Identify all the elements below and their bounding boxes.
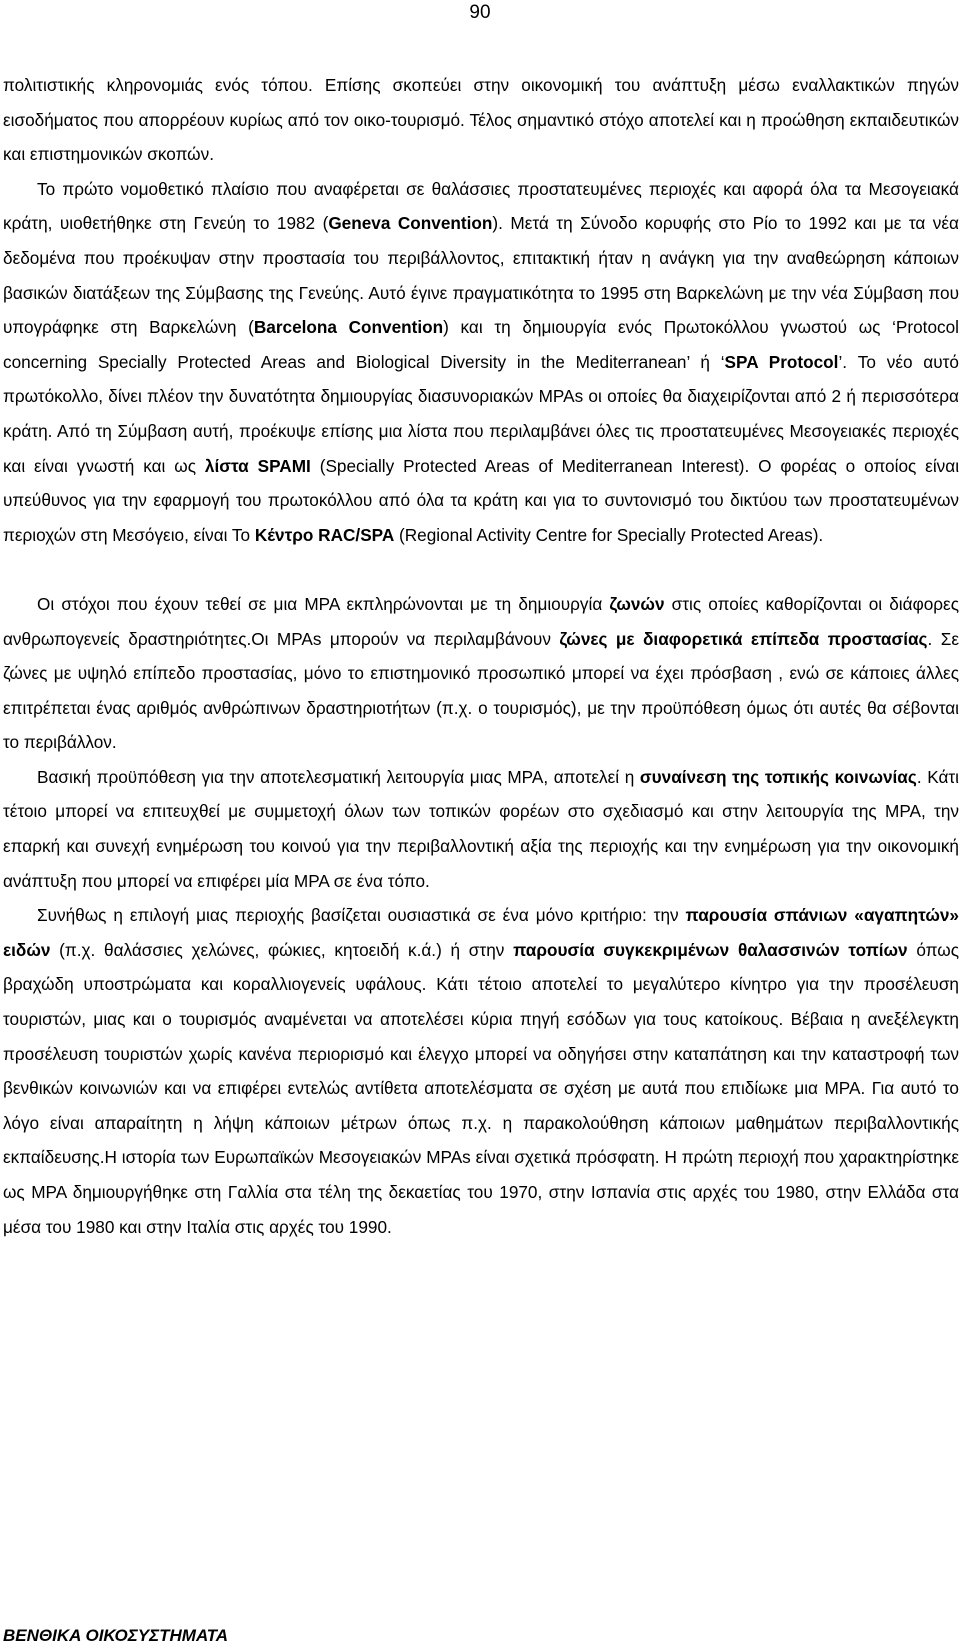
paragraph-legal-framework <box>3 172 959 553</box>
section-heading: ΒΕΝΘΙΚΑ ΟΙΚΟΣΥΣΤΗΜΑΤΑ <box>3 1626 229 1645</box>
bold-term: Geneva Convention <box>328 213 493 234</box>
bold-term: ζώνες με διαφορετικά επίπεδα προστασίας <box>559 628 928 649</box>
text-run: Το πρώτο νομοθετικό πλαίσιο που αναφέρεται σε θαλάσσιες προστατευμένες περιοχές και αφορά όλα τα Μεσογειακά κράτη, υιοθετήθηκε στη Γενεύη το 1982 ( <box>3 178 959 234</box>
text-run: Συνήθως η επιλογή μιας περιοχής βασίζεται ουσιαστικά σε ένα μόνο κριτήριο: την <box>37 905 686 926</box>
bold-term: Κέντρο RAC/SPA <box>254 524 395 545</box>
text-run: . Σε ζώνες με υψηλό επίπεδο προστασίας, μόνο το επιστημονικό προσωπικό μπορεί να έχει πρόσβαση , ενώ σε κάποιες άλλες επιτρέπεται ένας αριθμός ανθρώπινων δραστηριοτήτων (π.χ. ο τουρισμός), με την προϋπόθεση όμως ότι αυτές θα σέβονται το περιβάλλον. <box>3 628 959 753</box>
paragraph-spacer <box>3 552 959 587</box>
bold-term: SPA Protocol <box>724 351 839 372</box>
paragraph-site-selection <box>3 898 959 1244</box>
text-run: (Regional Activity Centre for Specially Protected Areas). <box>394 524 824 545</box>
page-number: 90 <box>469 2 491 23</box>
paragraph-continuation: πολιτιστικής κληρονομιάς ενός τόπου. Επίσης σκοπεύει στην οικονομική του ανάπτυξη μέσω εναλλακτικών πηγών εισοδήματος που απορρέουν κυρίως από τον οικο-τουρισμό. Τέλος σημαντικό στόχο αποτελεί και η προώθηση εκπαιδευτικών και επιστημονικών σκοπών. <box>3 75 959 165</box>
bold-term: ζωνών <box>609 593 665 614</box>
bold-term: παρουσία σπάνιων «αγαπητών» ειδών <box>3 905 959 960</box>
text-run: (π.χ. θαλάσσιες χελώνες, φώκιες, κητοειδή κ.ά.) ή στην <box>50 939 514 960</box>
text-run: (Specially Protected Areas of Mediterranean Interest). Ο φορέας ο οποίος είναι υπεύθυνος για την εφαρμογή του πρωτοκόλλου από όλα τα κράτη και για το συντονισμό του δικτύου των προστατευμένων περιοχών στη Μεσόγειο, είναι Το <box>3 455 960 545</box>
bold-term: παρουσία συγκεκριμένων θαλασσινών τοπίων <box>513 939 908 960</box>
bold-term: Barcelona Convention <box>253 317 444 338</box>
text-run: όπως βραχώδη υποστρώματα και κοραλλιογενείς υφάλους. Κάτι τέτοιο αποτελεί το μεγαλύτερο κίνητρο για την προσέλευση τουριστών, μιας και ο τουρισμός αναμένεται να αποτελέσει κύρια πηγή εσόδων για τους κατοίκους. Βέβαια η ανεξέλεγκτη προσέλευση τουριστών χωρίς κανένα περιορισμό και έλεγχο μπορεί να οδηγήσει στην καταπάτηση και την καταστροφή των βενθικών κοινωνιών και να επιφέρει εντελώς αντίθετα αποτελέσματα σε σχέση με αυτά που επιδίωκε μια MPA. Για αυτό το λόγο είναι απαραίτητη η λήψη κάποιων μέτρων όπως π.χ. η παρακολούθηση κάποιων μαθημάτων περιβαλλοντικής εκπαίδευσης.Η ιστορία των Ευρωπαϊκών Μεσογειακών MPAs είναι σχετικά πρόσφατη. Η πρώτη περιοχή που χαρακτηρίστηκε ως MPA δημιουργήθηκε στη Γαλλία στα τέλη της δεκαετίας του 1970, στην Ισπανία στις αρχές του 1980, στην Ελλάδα στα μέσα του 1980 και στην Ιταλία στις αρχές του 1990. <box>3 939 959 1237</box>
text-run: Οι στόχοι που έχουν τεθεί σε μια MPA εκπληρώνονται με τη δημιουργία <box>37 593 610 614</box>
text-run: ) και τη δημιουργία ενός Πρωτοκόλλου γνωστού ως ‘Protocol concerning Specially Protected Areas and Biological Diversity in the Mediterranean’ ή ‘ <box>3 317 959 372</box>
text-run: . Κάτι τέτοιο μπορεί να επιτευχθεί με συμμετοχή όλων των τοπικών φορέων στο σχεδιασμό και στην λειτουργία της MPA, την επαρκή και συνεχή ενημέρωση του κοινού για την περιβαλλοντική αξία της περιοχής και την ενημέρωση για την οικονομική ανάπτυξη που μπορεί να επιφέρει μία MPA σε ένα τόπο. <box>3 766 959 891</box>
text-run: ). Μετά τη Σύνοδο κορυφής στο Ρίο το 1992 και με τα νέα δεδομένα που προέκυψαν στην προστασία του περιβάλλοντος, επιτακτική ήταν η ανάγκη για την αναθεώρηση κάποιων βασικών διατάξεων της Σύμβασης της Γενεύης. Αυτό έγινε πραγματικότητα το 1995 στη Βαρκελώνη με την νέα Σύμβαση που υπογράφηκε στη Βαρκελώνη ( <box>3 213 959 338</box>
text-run: ’. Το νέο αυτό πρωτόκολλο, δίνει πλέον την δυνατότητα δημιουργίας διασυνοριακών MPAs οι οποίες θα διαχειρίζονται από 2 ή περισσότερα κράτη. Από τη Σύμβαση αυτή, προέκυψε επίσης μια λίστα που περιλαμβάνει όλες τις προστατευμένες Μεσογειακές περιοχές και είναι γνωστή και ως <box>3 351 959 476</box>
paragraph-zones <box>3 587 959 760</box>
bold-term: λίστα SPAMI <box>204 455 311 476</box>
paragraph-community-consent <box>3 760 959 898</box>
bold-term: συναίνεση της τοπικής κοινωνίας <box>639 766 917 787</box>
body-text <box>3 68 959 1244</box>
text-run: Βασική προϋπόθεση για την αποτελεσματική λειτουργία μιας MPA, αποτελεί η <box>37 766 640 787</box>
text-run: στις οποίες καθορίζονται οι διάφορες ανθρωπογενείς δραστηριότητες.Οι MPAs μπορούν να περιλαμβάνουν <box>3 593 959 649</box>
